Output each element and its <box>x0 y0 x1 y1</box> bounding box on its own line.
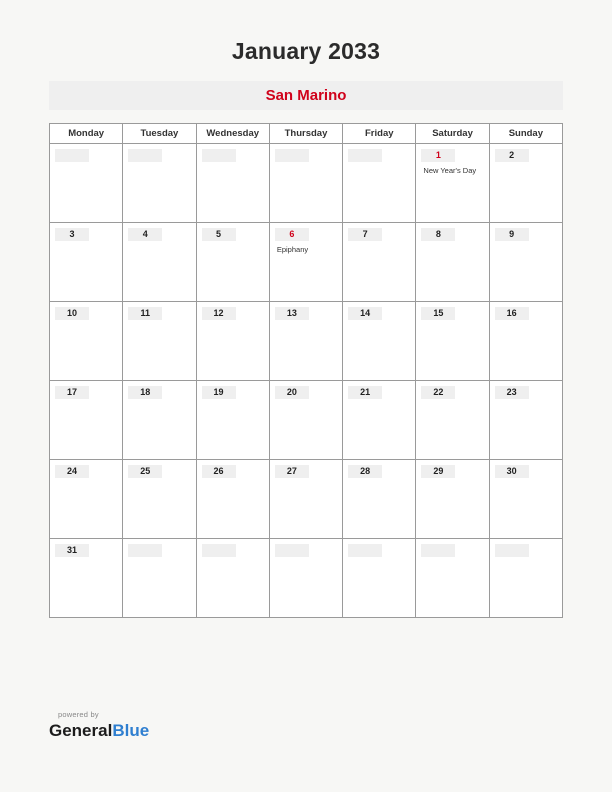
day-number-badge <box>128 307 162 320</box>
day-number-badge <box>495 544 529 557</box>
day-number: 8 <box>435 229 441 239</box>
day-number: 27 <box>286 466 297 476</box>
calendar-cell-day <box>343 381 416 460</box>
day-number-badge <box>128 386 162 399</box>
day-number-badge <box>55 544 89 557</box>
calendar-cell-day <box>269 381 342 460</box>
footer <box>49 710 149 741</box>
calendar-week-row <box>50 223 563 302</box>
day-number: 25 <box>140 466 151 476</box>
day-number-badge <box>275 149 309 162</box>
day-number: 29 <box>433 466 444 476</box>
calendar-cell-day <box>489 381 562 460</box>
calendar-cell-day <box>50 460 123 539</box>
day-number: 31 <box>66 545 77 555</box>
weekday-header-row <box>50 124 563 144</box>
day-number-badge <box>128 228 162 241</box>
day-number: 4 <box>142 229 148 239</box>
calendar-cell-day <box>416 144 489 223</box>
day-number-badge <box>495 149 529 162</box>
day-number-badge <box>202 228 236 241</box>
calendar-cell-day <box>489 302 562 381</box>
day-number-badge <box>421 465 455 478</box>
calendar-cell-empty <box>196 539 269 618</box>
day-number-badge <box>128 465 162 478</box>
calendar-cell-empty <box>269 144 342 223</box>
day-number: 12 <box>213 308 224 318</box>
day-number: 24 <box>66 466 77 476</box>
calendar-cell-empty <box>123 539 196 618</box>
day-number-badge <box>55 465 89 478</box>
day-number-badge <box>202 386 236 399</box>
holiday-label: New Year's Day <box>423 166 477 175</box>
day-number: 13 <box>286 308 297 318</box>
calendar-cell-day <box>489 460 562 539</box>
day-number-badge <box>128 544 162 557</box>
brand-logo <box>49 721 149 741</box>
weekday-header-tuesday: Tuesday <box>123 124 196 144</box>
day-number: 16 <box>506 308 517 318</box>
calendar-cell-day <box>196 381 269 460</box>
calendar-cell-empty <box>343 144 416 223</box>
day-number-badge <box>202 149 236 162</box>
day-number-badge <box>348 228 382 241</box>
calendar-week-row <box>50 144 563 223</box>
weekday-header-sunday: Sunday <box>489 124 562 144</box>
calendar-cell-day <box>123 460 196 539</box>
calendar-body <box>50 144 563 618</box>
holiday-label: Epiphany <box>276 245 309 254</box>
day-number: 9 <box>509 229 515 239</box>
day-number-badge <box>202 307 236 320</box>
day-number-badge <box>495 228 529 241</box>
weekday-header-monday: Monday <box>50 124 123 144</box>
calendar-week-row <box>50 539 563 618</box>
day-number: 17 <box>66 387 77 397</box>
day-number-badge <box>495 465 529 478</box>
day-number-badge <box>55 307 89 320</box>
calendar-cell-day <box>50 539 123 618</box>
calendar-grid <box>49 123 563 618</box>
calendar-week-row <box>50 460 563 539</box>
calendar-cell-day <box>196 223 269 302</box>
day-number-badge <box>348 465 382 478</box>
brand-name-first: General <box>49 721 113 740</box>
day-number-badge <box>421 544 455 557</box>
day-number-badge <box>275 544 309 557</box>
day-number-badge <box>275 307 309 320</box>
brand-name-second: Blue <box>112 721 150 740</box>
day-number: 28 <box>360 466 371 476</box>
weekday-header-wednesday: Wednesday <box>196 124 269 144</box>
calendar-cell-empty <box>343 539 416 618</box>
day-number-badge <box>421 386 455 399</box>
day-number-badge <box>421 149 455 162</box>
calendar-cell-empty <box>196 144 269 223</box>
day-number-badge <box>275 386 309 399</box>
calendar-cell-day <box>269 223 342 302</box>
region-banner <box>49 81 563 110</box>
day-number: 11 <box>140 308 151 318</box>
calendar-cell-day <box>50 381 123 460</box>
day-number-badge <box>275 228 309 241</box>
calendar-cell-day <box>343 302 416 381</box>
day-number: 19 <box>213 387 224 397</box>
day-number-badge <box>55 386 89 399</box>
day-number: 15 <box>433 308 444 318</box>
calendar-cell-day <box>123 381 196 460</box>
calendar-cell-day <box>416 381 489 460</box>
day-number: 10 <box>66 308 77 318</box>
calendar-cell-day <box>50 302 123 381</box>
day-number-badge <box>55 228 89 241</box>
day-number: 14 <box>360 308 371 318</box>
day-number-badge <box>275 465 309 478</box>
day-number-badge <box>348 386 382 399</box>
calendar-cell-empty <box>123 144 196 223</box>
day-number-badge <box>421 307 455 320</box>
calendar-cell-day <box>343 460 416 539</box>
day-number-badge <box>202 465 236 478</box>
calendar-cell-day <box>489 144 562 223</box>
calendar-cell-empty <box>269 539 342 618</box>
calendar-cell-day <box>123 223 196 302</box>
calendar-cell-day <box>489 223 562 302</box>
day-number: 23 <box>506 387 517 397</box>
day-number: 26 <box>213 466 224 476</box>
day-number: 1 <box>435 150 441 160</box>
region-name: San Marino <box>265 87 347 104</box>
calendar-cell-day <box>269 460 342 539</box>
day-number-badge <box>421 228 455 241</box>
calendar-cell-day <box>416 302 489 381</box>
day-number: 30 <box>506 466 517 476</box>
page-title: January 2033 <box>231 38 381 64</box>
day-number: 18 <box>140 387 151 397</box>
day-number-badge <box>495 386 529 399</box>
weekday-header-saturday: Saturday <box>416 124 489 144</box>
calendar-cell-empty <box>489 539 562 618</box>
weekday-header-thursday: Thursday <box>269 124 342 144</box>
day-number: 6 <box>289 229 295 239</box>
day-number-badge <box>348 149 382 162</box>
day-number: 21 <box>360 387 371 397</box>
day-number-badge <box>495 307 529 320</box>
calendar-cell-empty <box>416 539 489 618</box>
day-number: 5 <box>216 229 222 239</box>
calendar-cell-day <box>196 302 269 381</box>
calendar-cell-day <box>416 460 489 539</box>
day-number: 3 <box>69 229 75 239</box>
calendar-cell-day <box>196 460 269 539</box>
calendar-cell-empty <box>50 144 123 223</box>
calendar-cell-day <box>416 223 489 302</box>
calendar-week-row <box>50 302 563 381</box>
day-number: 20 <box>286 387 297 397</box>
calendar-cell-day <box>123 302 196 381</box>
powered-by-label: powered by <box>58 710 99 719</box>
weekday-header-friday: Friday <box>343 124 416 144</box>
day-number-badge <box>348 544 382 557</box>
day-number: 22 <box>433 387 444 397</box>
day-number: 2 <box>509 150 515 160</box>
day-number-badge <box>348 307 382 320</box>
calendar-cell-day <box>269 302 342 381</box>
day-number-badge <box>202 544 236 557</box>
day-number-badge <box>55 149 89 162</box>
calendar-cell-day <box>343 223 416 302</box>
day-number-badge <box>128 149 162 162</box>
calendar-week-row <box>50 381 563 460</box>
calendar-cell-day <box>50 223 123 302</box>
day-number: 7 <box>362 229 368 239</box>
